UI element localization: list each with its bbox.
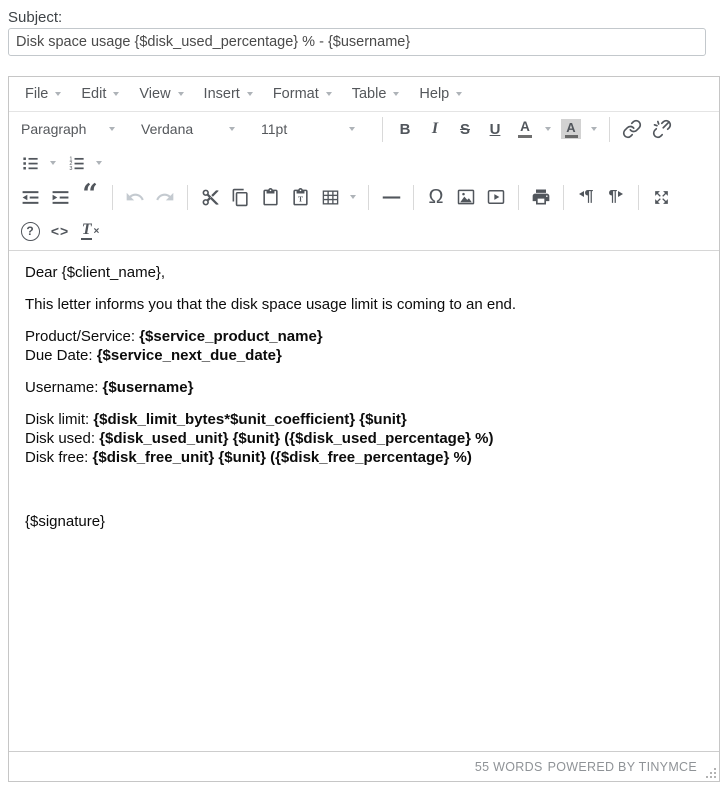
left-to-right-button[interactable] xyxy=(571,183,601,211)
print-button[interactable] xyxy=(526,183,556,211)
font-family-select[interactable] xyxy=(135,115,241,143)
toolbar-separator xyxy=(518,185,519,210)
help-icon: ? xyxy=(21,222,40,241)
link-icon xyxy=(622,119,642,139)
menu-view[interactable] xyxy=(129,81,193,107)
bullet-list-icon xyxy=(21,154,40,173)
menu-view-label: View xyxy=(139,86,171,102)
menu-insert[interactable] xyxy=(194,81,263,107)
outdent-icon xyxy=(21,188,40,207)
insert-image-button[interactable] xyxy=(451,183,481,211)
chevron-down-icon xyxy=(113,92,119,96)
fullscreen-button[interactable] xyxy=(646,183,676,211)
background-color-dropdown[interactable] xyxy=(586,115,602,143)
italic-button[interactable] xyxy=(420,115,450,143)
font-family-value: Verdana xyxy=(141,121,194,137)
menu-edit-label: Edit xyxy=(81,86,107,102)
remove-link-button[interactable] xyxy=(647,115,677,143)
table-icon xyxy=(321,188,340,207)
menu-file[interactable] xyxy=(15,81,71,107)
subject-label: Subject: xyxy=(8,9,63,26)
block-format-value: Paragraph xyxy=(21,121,87,137)
menu-file-label: File xyxy=(25,86,49,102)
underline-button[interactable] xyxy=(480,115,510,143)
bullet-list-dropdown[interactable] xyxy=(45,149,61,177)
blockquote-icon: “ xyxy=(82,179,98,210)
insert-media-button[interactable] xyxy=(481,183,511,211)
content-paragraph: Dear {$client_name}, xyxy=(25,264,166,281)
subject-input[interactable] xyxy=(8,28,706,56)
cut-button[interactable] xyxy=(195,183,225,211)
toolbar-separator xyxy=(638,185,639,210)
svg-text:2: 2 xyxy=(68,160,72,167)
toolbar-row-1 xyxy=(9,112,719,146)
content-paragraph: Disk limit: {$disk_limit_bytes*$unit_coefficient} {$unit} Disk used: {$disk_used_unit} {$unit} ({$disk_used_percentage} %) Disk free: {$disk_free_unit} {$unit} ({$disk_free_percentage} %) xyxy=(25,411,494,466)
toolbar-separator xyxy=(382,117,383,142)
rtl-icon: ¶ xyxy=(609,189,624,205)
underline-icon: U xyxy=(489,120,501,138)
increase-indent-button[interactable] xyxy=(45,183,75,211)
ltr-icon: ¶ xyxy=(579,189,594,205)
menu-insert-label: Insert xyxy=(203,86,240,102)
editor-menubar xyxy=(9,77,719,112)
toolbar-separator xyxy=(413,185,414,210)
content-paragraph: Username: {$username} xyxy=(25,379,194,396)
italic-icon: I xyxy=(431,120,439,137)
chevron-down-icon xyxy=(109,127,115,131)
copy-button[interactable] xyxy=(225,183,255,211)
bold-icon: B xyxy=(399,120,411,138)
content-paragraph xyxy=(25,480,703,499)
horizontal-rule-button[interactable] xyxy=(376,183,406,211)
resize-handle[interactable] xyxy=(704,766,717,779)
bullet-list-button[interactable] xyxy=(15,149,45,177)
clear-formatting-button[interactable] xyxy=(75,217,105,245)
image-icon xyxy=(456,187,476,207)
text-color-button[interactable] xyxy=(510,115,540,143)
chevron-down-icon xyxy=(178,92,184,96)
background-color-icon: A xyxy=(561,119,581,139)
table-button[interactable] xyxy=(315,183,345,211)
content-paragraph: {$signature} xyxy=(25,513,106,530)
editor-toolbars xyxy=(9,112,719,251)
table-dropdown[interactable] xyxy=(345,183,361,211)
menu-table-label: Table xyxy=(351,86,387,102)
special-character-button[interactable] xyxy=(421,183,451,211)
undo-button[interactable] xyxy=(120,183,150,211)
paste-text-icon xyxy=(291,188,310,207)
word-count: 55 WORDS xyxy=(474,759,543,774)
redo-icon xyxy=(155,187,175,207)
toolbar-separator xyxy=(368,185,369,210)
chevron-down-icon xyxy=(96,161,102,165)
menu-format[interactable] xyxy=(263,81,342,107)
print-icon xyxy=(531,187,551,207)
chevron-down-icon xyxy=(50,161,56,165)
code-icon: <> xyxy=(50,223,70,239)
chevron-down-icon xyxy=(545,127,551,131)
background-color-button[interactable] xyxy=(556,115,586,143)
numbered-list-button[interactable] xyxy=(61,149,91,177)
indent-icon xyxy=(51,188,70,207)
toolbar-row-2 xyxy=(9,146,719,180)
paste-as-text-button[interactable] xyxy=(285,183,315,211)
toolbar-separator xyxy=(112,185,113,210)
toolbar-separator xyxy=(609,117,610,142)
content-paragraph: This letter informs you that the disk space usage limit is coming to an end. xyxy=(25,296,517,313)
toolbar-separator xyxy=(187,185,188,210)
source-code-button[interactable] xyxy=(45,217,75,245)
copy-icon xyxy=(231,188,250,207)
chevron-down-icon xyxy=(55,92,61,96)
content-paragraph: Product/Service: {$service_product_name} Due Date: {$service_next_due_date} xyxy=(25,328,323,364)
chevron-down-icon xyxy=(247,92,253,96)
toolbar-row-4 xyxy=(9,214,719,248)
text-color-dropdown[interactable] xyxy=(540,115,556,143)
editor-statusbar xyxy=(9,751,719,781)
block-format-select[interactable] xyxy=(15,115,121,143)
chevron-down-icon xyxy=(393,92,399,96)
chevron-down-icon xyxy=(349,127,355,131)
svg-text:1: 1 xyxy=(68,155,72,162)
unlink-icon xyxy=(652,119,672,139)
chevron-down-icon xyxy=(350,195,356,199)
strikethrough-button[interactable] xyxy=(450,115,480,143)
font-size-value: 11pt xyxy=(261,121,288,137)
numbered-list-icon xyxy=(67,154,86,173)
media-icon xyxy=(486,187,506,207)
numbered-list-dropdown[interactable] xyxy=(91,149,107,177)
paste-button[interactable] xyxy=(255,183,285,211)
fullscreen-icon xyxy=(652,188,671,207)
menu-help[interactable] xyxy=(409,81,472,107)
menu-edit[interactable] xyxy=(71,81,129,107)
help-button[interactable] xyxy=(15,217,45,245)
chevron-down-icon xyxy=(591,127,597,131)
toolbar-row-3 xyxy=(9,180,719,214)
menu-format-label: Format xyxy=(272,86,319,102)
undo-icon xyxy=(125,187,145,207)
decrease-indent-button[interactable] xyxy=(15,183,45,211)
cut-icon xyxy=(201,188,220,207)
svg-text:3: 3 xyxy=(68,165,72,172)
redo-button[interactable] xyxy=(150,183,180,211)
menu-help-label: Help xyxy=(419,86,450,102)
horizontal-rule-icon xyxy=(381,187,402,208)
strikethrough-icon: S xyxy=(459,120,470,138)
bold-button[interactable] xyxy=(390,115,420,143)
chevron-down-icon xyxy=(229,127,235,131)
chevron-down-icon xyxy=(326,92,332,96)
rich-text-editor xyxy=(8,76,720,782)
text-color-icon: A xyxy=(518,120,532,138)
insert-link-button[interactable] xyxy=(617,115,647,143)
svg-text:T: T xyxy=(297,193,303,203)
paste-icon xyxy=(261,188,280,207)
omega-icon: Ω xyxy=(428,186,444,208)
branding-label: POWERED BY TINYMCE xyxy=(547,759,697,774)
chevron-down-icon xyxy=(456,92,462,96)
menu-table[interactable] xyxy=(342,81,410,107)
right-to-left-button[interactable] xyxy=(601,183,631,211)
blockquote-button[interactable] xyxy=(75,179,105,211)
font-size-select[interactable] xyxy=(255,115,361,143)
editor-content[interactable] xyxy=(9,251,719,751)
toolbar-separator xyxy=(563,185,564,210)
clear-formatting-icon: T × xyxy=(81,222,100,241)
